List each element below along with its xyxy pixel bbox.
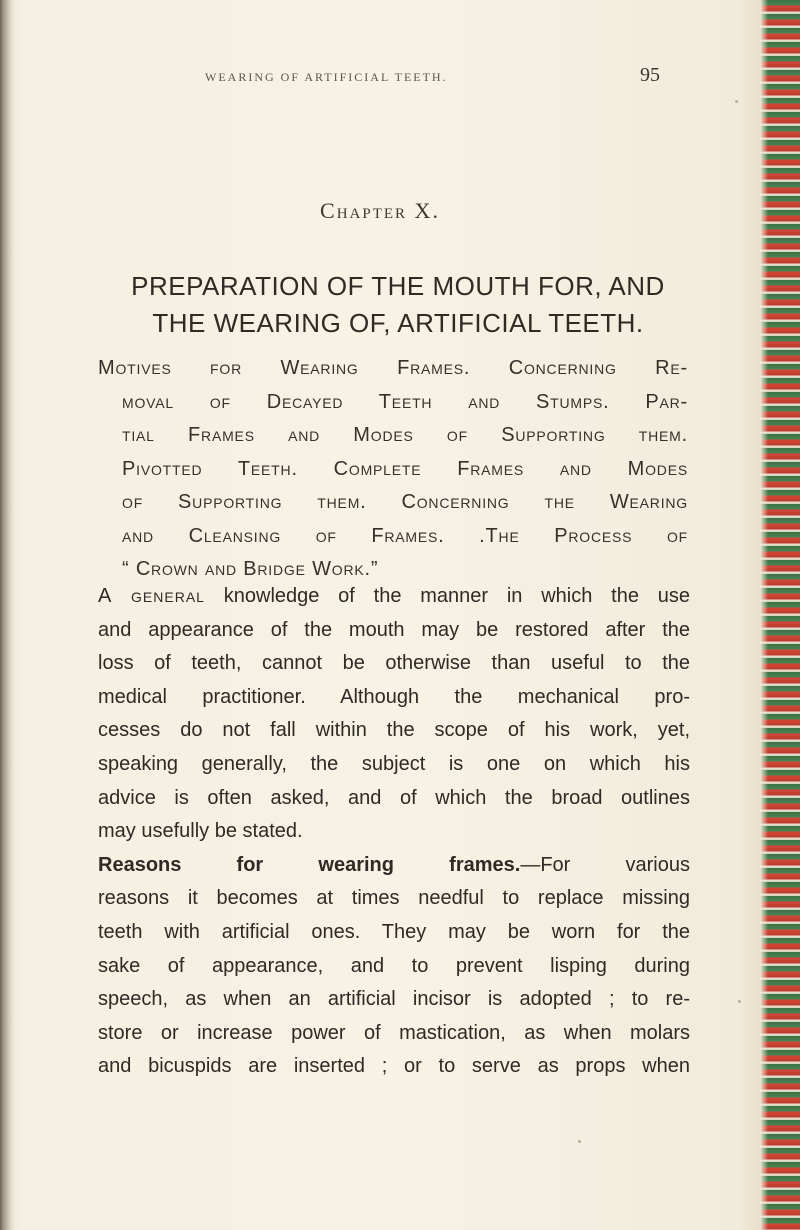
running-head-title: WEARING OF ARTIFICIAL TEETH. (205, 70, 448, 84)
paragraph-line: speaking generally, the subject is one on which his (98, 752, 690, 775)
paragraph-line: reasons it becomes at times needful to replace missing (98, 887, 690, 910)
chapter-title (88, 268, 708, 342)
synopsis-line: Motives for Wearing Frames. Concerning Re- (98, 357, 688, 379)
synopsis-line: “ Crown and Bridge Work.” (122, 558, 379, 580)
paragraph-line: store or increase power of mastication, as when molars (98, 1021, 690, 1044)
paragraph-line: and bicuspids are inserted ; or to serve as props when (98, 1055, 690, 1078)
paragraph-line (98, 580, 690, 614)
paper-speck (578, 1140, 581, 1143)
body-text (98, 580, 690, 1084)
section-heading: Reasons for wearing frames. (98, 853, 521, 876)
paragraph-line: loss of teeth, cannot be otherwise than useful to the (98, 652, 690, 675)
page-left-edge (0, 0, 14, 1230)
paragraph-line: and appearance of the mouth may be restored after the (98, 618, 690, 641)
paragraph-line: may usefully be stated. (98, 820, 303, 843)
lead-in-small-caps: A general (98, 585, 205, 607)
synopsis-line: tial Frames and Modes of Supporting them. (122, 424, 688, 446)
page-number: 95 (640, 64, 660, 86)
chapter-label: Chapter X. (320, 198, 440, 223)
paragraph-line: cesses do not fall within the scope of his work, yet, (98, 719, 690, 742)
synopsis-line: moval of Decayed Teeth and Stumps. Par- (122, 390, 688, 413)
paragraph-line: sake of appearance, and to prevent lisping during (98, 954, 690, 977)
paragraph-line: advice is often asked, and of which the broad outlines (98, 786, 690, 809)
chapter-title-line: PREPARATION OF THE MOUTH FOR, AND (131, 271, 665, 301)
book-cover-edge (760, 0, 800, 1230)
chapter-synopsis (98, 352, 688, 587)
paragraph-line-text: knowledge of the manner in which the use (204, 585, 691, 607)
paragraph-line (98, 849, 690, 883)
paragraph-line: teeth with artificial ones. They may be worn for the (98, 920, 690, 943)
paragraph-line: medical practitioner. Although the mechanical pro- (98, 685, 690, 708)
chapter-title-line: THE WEARING OF, ARTIFICIAL TEETH. (152, 308, 644, 338)
running-head (205, 66, 660, 90)
paragraph-line-text: —For various (520, 853, 690, 876)
paper-speck (735, 100, 738, 103)
paper-speck (738, 1000, 741, 1003)
synopsis-line: and Cleansing of Frames. .The Process of (122, 524, 688, 547)
synopsis-line: Pivotted Teeth. Complete Frames and Modes (122, 457, 688, 480)
paragraph-line: speech, as when an artificial incisor is adopted ; to re- (98, 988, 690, 1011)
synopsis-line: of Supporting them. Concerning the Wearing (122, 491, 688, 513)
